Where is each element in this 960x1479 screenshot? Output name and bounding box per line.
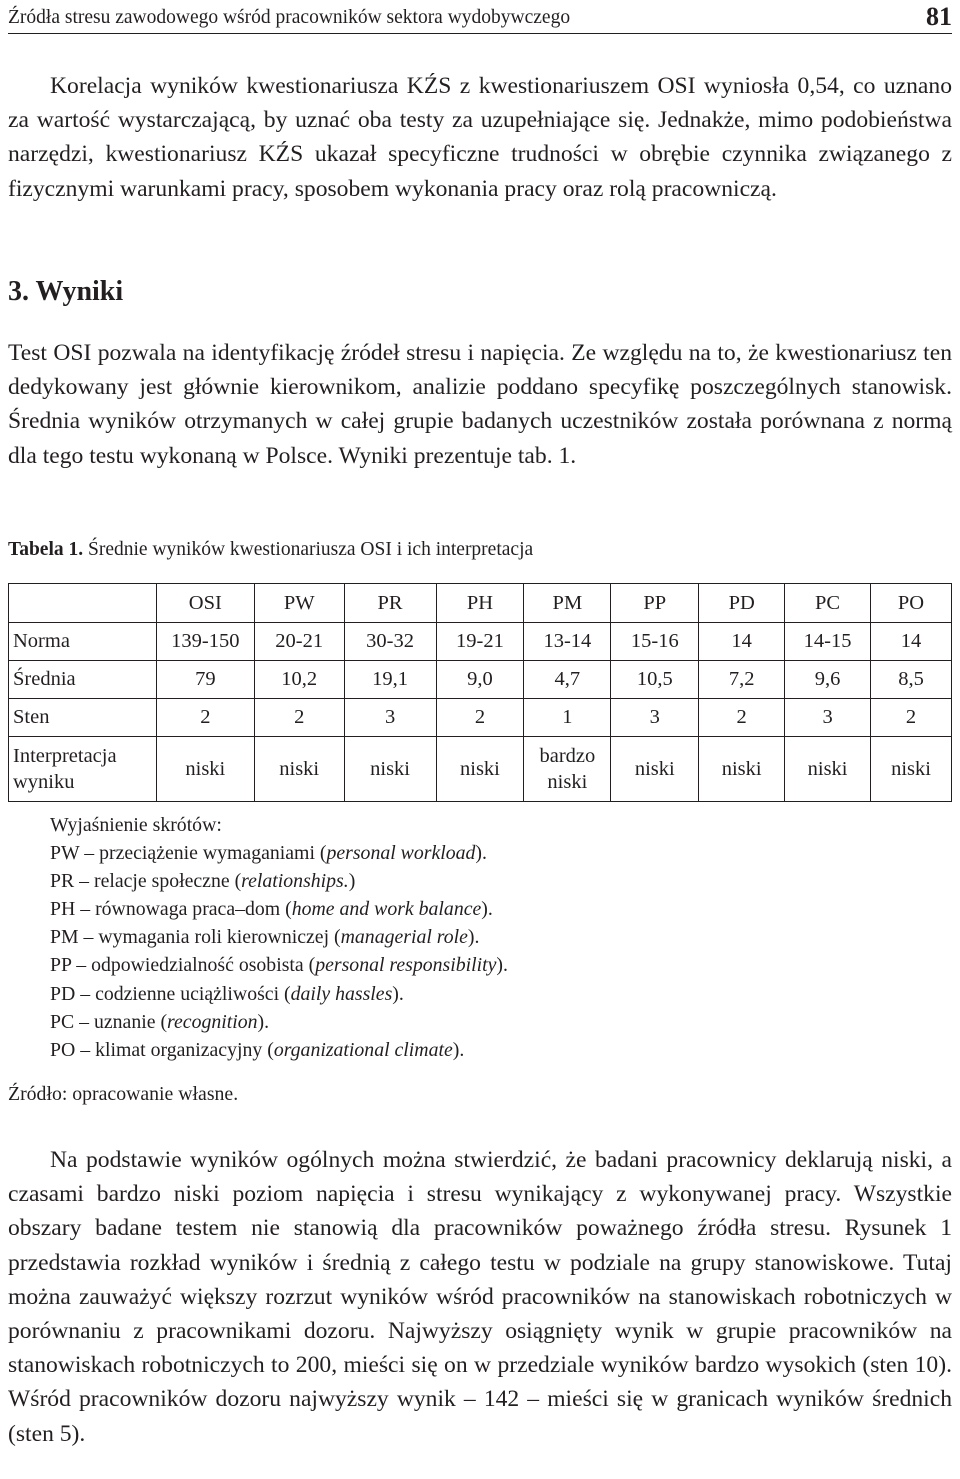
table-cell: 139-150 <box>156 623 254 661</box>
legend-abbr: PH <box>50 898 76 921</box>
legend-english: relationships. <box>241 870 349 893</box>
legend-abbr: PD <box>50 982 76 1005</box>
row-label <box>9 737 157 802</box>
paragraph-discussion: Na podstawie wyników ogólnych można stwierdzić, że badani pracownicy deklarują niski, a czasami bardzo niski poziom napięcia i stresu wynikający z wykonywanej pracy. Wszystkie obszary badane testem nie stanowią dla pracowników poważnego źródła stresu. Rysunek 1 przedstawia rozkład wyników i średnią z całego testu w podziale na grupy stanowiskowe. Tutaj można zauważyć większy rozrzut wyników wśród pracowników na stanowiskach robotniczych w porównaniu z pracownikami dozoru. Najwyższy osiągnięty wynik w grupie pracowników na stanowiskach robotniczych to 200, mieści się on w przedziale wyników bardzo wysokich (sten 10). Wśród pracowników dozoru najwyższy wynik – 142 – mieści się w granicach wyników średnich (sten 5). <box>8 1147 952 1447</box>
table-cell: niski <box>344 737 436 802</box>
table-header-cell: PM <box>524 584 611 623</box>
legend-abbr: PW <box>50 842 80 865</box>
table-caption-label: Tabela 1. <box>8 539 84 560</box>
table-cell: 10,2 <box>254 661 344 699</box>
row-label-line: Interpretacja <box>13 745 117 767</box>
table-caption <box>8 536 533 564</box>
table-header-cell: PH <box>436 584 524 623</box>
legend-item: PP – odpowiedzialność osobista (personal responsibility). <box>50 954 508 977</box>
abbreviation-legend <box>50 811 508 1064</box>
legend-end: ). <box>452 1038 465 1061</box>
table-cell: 10,5 <box>611 661 699 699</box>
table-cell: 30-32 <box>344 623 436 661</box>
legend-item: PC – uznanie (recognition). <box>50 1010 270 1033</box>
legend-english: daily hassles <box>290 982 393 1005</box>
table-header-row <box>9 584 952 623</box>
row-label-line: wyniku <box>13 771 75 793</box>
table-cell: 1 <box>524 699 611 737</box>
table-header-cell: PO <box>871 584 952 623</box>
legend-end: ). <box>392 982 404 1005</box>
table-cell: 19,1 <box>344 661 436 699</box>
legend-desc: odpowiedzialność osobista <box>91 954 304 977</box>
table-cell: 3 <box>611 699 699 737</box>
table-cell: 3 <box>785 699 871 737</box>
legend-abbr: PP <box>50 954 72 977</box>
table-cell: niski <box>254 737 344 802</box>
row-label: Norma <box>9 623 157 661</box>
table-cell: 4,7 <box>524 661 611 699</box>
row-label: Sten <box>9 699 157 737</box>
table-cell: 7,2 <box>699 661 785 699</box>
table-row <box>9 699 952 737</box>
legend-item: PO – klimat organizacyjny (organizational climate). <box>50 1038 465 1061</box>
table-cell: 2 <box>254 699 344 737</box>
legend-end: ) <box>348 870 356 893</box>
table-header-cell: PP <box>611 584 699 623</box>
osi-results-table <box>8 583 952 802</box>
table-cell: niski <box>699 737 785 802</box>
table-corner-cell <box>9 584 157 623</box>
legend-end: ). <box>496 954 508 977</box>
section-heading: 3. Wyniki <box>8 276 124 307</box>
table-cell: 3 <box>344 699 436 737</box>
table-header-cell: PD <box>699 584 785 623</box>
legend-item: PR – relacje społeczne (relationships.) <box>50 870 356 893</box>
table-cell: 20-21 <box>254 623 344 661</box>
legend-desc: relacje społeczne <box>93 870 230 893</box>
legend-english: personal responsibility <box>315 954 497 977</box>
page-number: 81 <box>926 2 952 31</box>
legend-desc: uznanie <box>93 1010 156 1033</box>
legend-end: ). <box>467 926 480 949</box>
table-cell: niski <box>785 737 871 802</box>
paragraph-correlation: Korelacja wyników kwestionariusza KŹS z kwestionariuszem OSI wyniosła 0,54, co uznano za wartość wystarczającą, by uznać oba testy za uzupełniające się. Jednakże, mimo podobieństwa narzędzi, kwestionariusz KŹS ukazał specyficzne trudności w obrębie czynnika związanego z fizycznymi warunkami pracy, sposobem wykonania pracy oraz rolą pracowniczą. <box>8 73 952 202</box>
legend-desc: przeciążenie wymaganiami <box>99 842 315 865</box>
legend-end: ). <box>475 842 487 865</box>
legend-english: managerial role <box>340 926 468 949</box>
table-cell: 14 <box>871 623 952 661</box>
legend-item: PM – wymagania roli kierowniczej (managerial role). <box>50 926 480 949</box>
legend-abbr: PC <box>50 1010 75 1033</box>
legend-abbr: PM <box>50 926 79 949</box>
legend-end: ). <box>481 898 493 921</box>
table-cell: 15-16 <box>611 623 699 661</box>
legend-english: personal workload <box>326 842 476 865</box>
legend-abbr: PR <box>50 870 75 893</box>
table-cell: 14-15 <box>785 623 871 661</box>
table-row-interpretation <box>9 737 952 802</box>
table-cell: niski <box>436 737 524 802</box>
table-caption-text: Średnie wyników kwestionariusza OSI i ich interpretacja <box>88 539 534 560</box>
table-header-cell: PC <box>785 584 871 623</box>
table-cell: 9,0 <box>436 661 524 699</box>
legend-title: Wyjaśnienie skrótów: <box>50 814 222 836</box>
table-header-cell: OSI <box>156 584 254 623</box>
legend-abbr: PO <box>50 1038 76 1061</box>
legend-desc: wymagania roli kierowniczej <box>98 926 330 949</box>
running-header <box>8 2 952 34</box>
paragraph-results: Test OSI pozwala na identyfikację źródeł stresu i napięcia. Ze względu na to, że kwestionariusz ten dedykowany jest głównie kierownikom, analizie poddano specyfikę poszczególnych stanowisk. Średnia wyników otrzymanych w całej grupie badanych uczestników została porównana z normą dla tego testu wykonaną w Polsce. Wyniki prezentuje tab. 1. <box>8 340 952 469</box>
row-label: Średnia <box>9 661 157 699</box>
table-cell: 2 <box>156 699 254 737</box>
legend-end: ). <box>257 1010 270 1033</box>
table-cell: 13-14 <box>524 623 611 661</box>
legend-desc: codzienne uciążliwości <box>95 982 280 1005</box>
table-cell: 14 <box>699 623 785 661</box>
legend-desc: klimat organizacyjny <box>95 1038 263 1061</box>
table-cell: niski <box>871 737 952 802</box>
table-cell: 19-21 <box>436 623 524 661</box>
legend-english: recognition <box>167 1010 258 1033</box>
table-cell: 9,6 <box>785 661 871 699</box>
table-header-cell: PR <box>344 584 436 623</box>
table-cell: 2 <box>699 699 785 737</box>
legend-english: organizational climate <box>273 1038 453 1061</box>
legend-desc: równowaga praca–dom <box>95 898 281 921</box>
legend-item: PW – przeciążenie wymaganiami (personal workload). <box>50 842 487 865</box>
running-title: Źródła stresu zawodowego wśród pracowników sektora wydobywczego <box>8 7 571 28</box>
table-cell: 2 <box>871 699 952 737</box>
table-source: Źródło: opracowanie własne. <box>8 1083 239 1105</box>
table-cell: niski <box>156 737 254 802</box>
table-cell: bardzo niski <box>524 737 611 802</box>
table-row <box>9 661 952 699</box>
table-header-cell: PW <box>254 584 344 623</box>
table-cell: 79 <box>156 661 254 699</box>
legend-item: PD – codzienne uciążliwości (daily hassles). <box>50 982 404 1005</box>
table-cell: niski <box>611 737 699 802</box>
legend-english: home and work balance <box>291 898 482 921</box>
table-cell: 2 <box>436 699 524 737</box>
table-cell: 8,5 <box>871 661 952 699</box>
table-row <box>9 623 952 661</box>
legend-item: PH – równowaga praca–dom (home and work balance). <box>50 898 493 921</box>
